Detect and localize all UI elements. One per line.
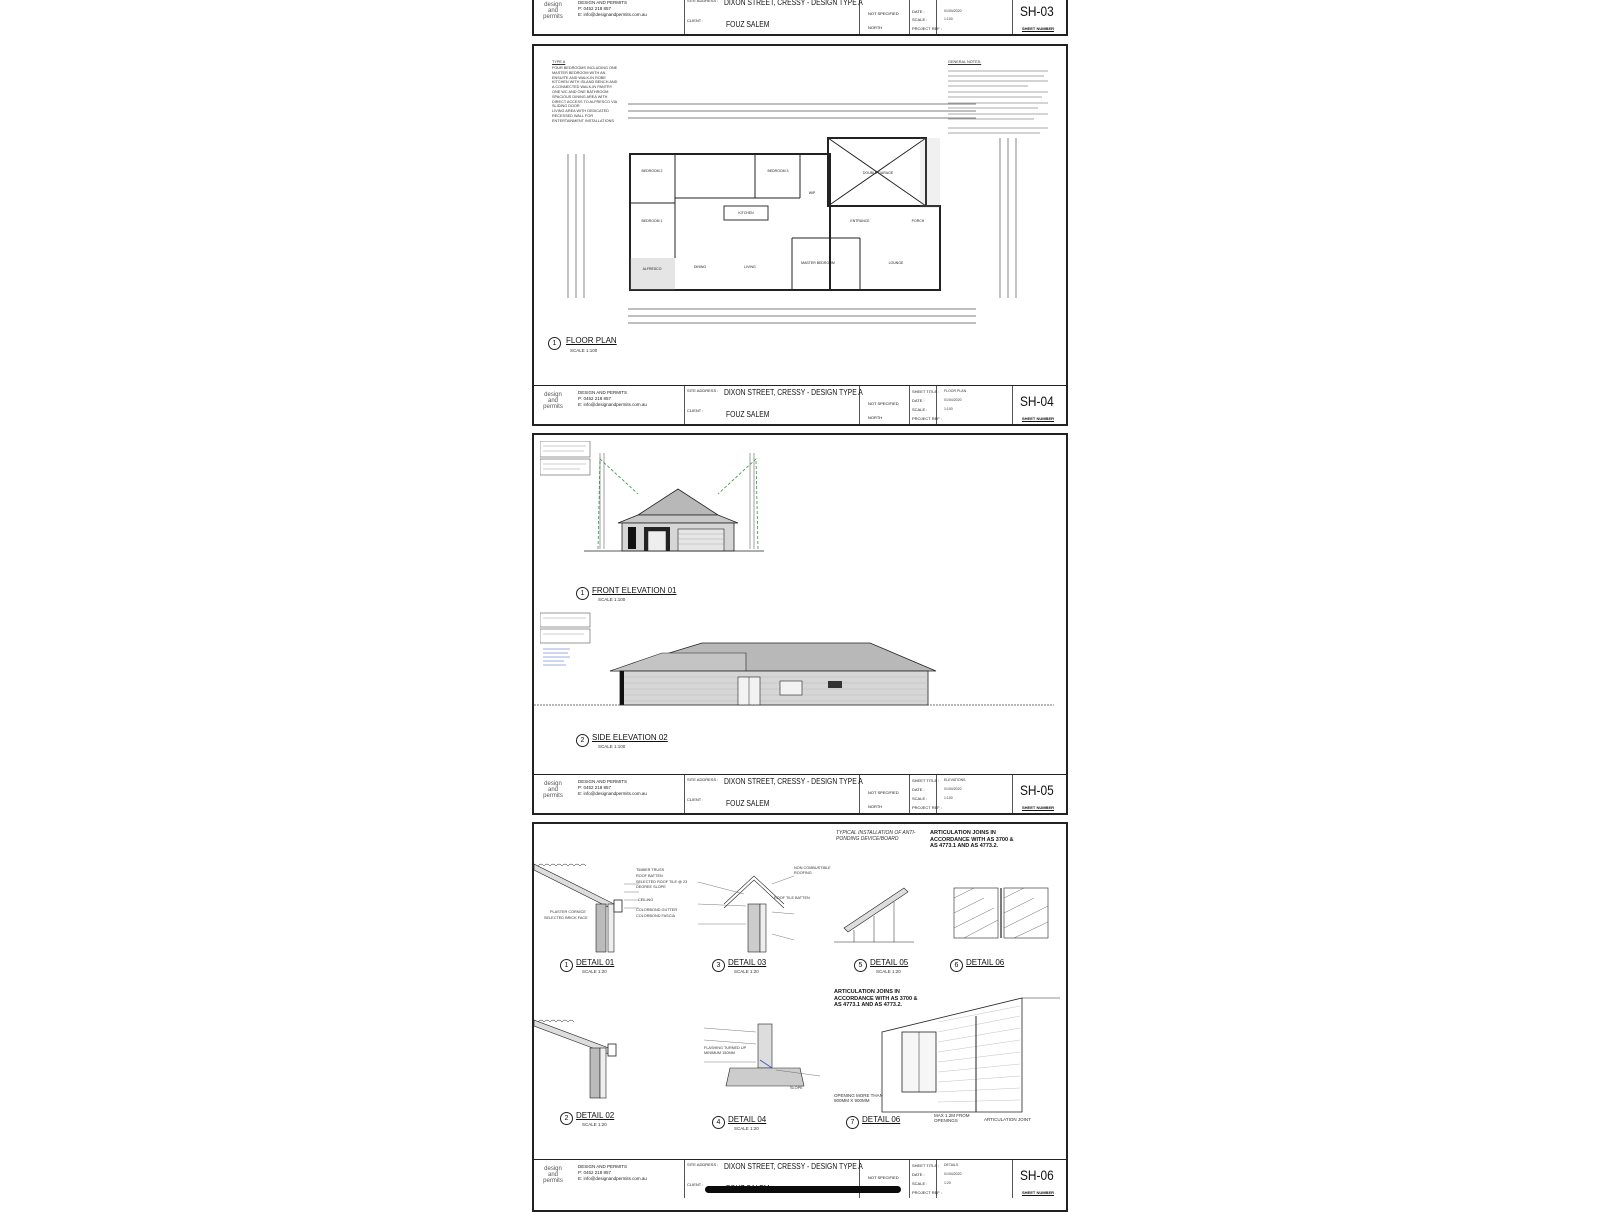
notes-title: TYPE A: [552, 60, 566, 64]
firm-logo: design and permits: [543, 2, 563, 20]
scale-label: SCALE :: [912, 407, 928, 412]
detail-01-scale: SCALE 1:20: [582, 969, 607, 974]
sheet-number: SH-06: [1020, 1167, 1054, 1183]
not-specified: NOT SPECIFIED: [868, 1175, 899, 1180]
firm-contact: DESIGN AND PERMITS P: 0452 218 857 E: info@designandpermits.com.au: [578, 0, 647, 17]
articulation-note-bottom: ARTICULATION JOINS IN ACCORDANCE WITH AS 3700 & AS 4773.1 AND AS 4773.2.: [834, 989, 918, 1008]
design-notes: FOUR BEDROOMS INCLUDING ONE MASTER BEDROOM WITH AN ENSUITE AND WALK-IN ROBE KITCHEN WITH ISLAND BENCH AND A CONNECTED WALK-IN PANTRY ONE WC AND ONE BATHROOM SPACIOUS DINING AREA WITH DIRECT ACCESS TO ALFRESCO VIA SLIDING DOOR LIVING AREA WITH DEDICATED RECESSED WALL FOR ENTERTAINMENT INSTALLATIONS: [552, 66, 618, 123]
sheet-sh03: [532, 0, 1068, 36]
project-ref-label: PROJECT REF :: [912, 416, 942, 421]
sheet-number-label: SHEET NUMBER: [1022, 416, 1055, 421]
room-bedroom-3: BEDROOM 3: [767, 169, 789, 173]
room-entrance: ENTRANCE: [850, 219, 870, 223]
detail-01-drawing: [534, 854, 644, 954]
sheet-number-label: SHEET NUMBER: [1022, 1190, 1055, 1195]
detail-02-drawing: [534, 1010, 644, 1100]
detail-07-number: 7: [846, 1116, 859, 1129]
sheet-number: SH-03: [1020, 3, 1054, 19]
detail-02-scale: SCALE 1:20: [582, 1122, 607, 1127]
sheet-sh05: [532, 433, 1068, 815]
floor-plan-scale: SCALE 1:100: [570, 348, 598, 353]
site-address-label: SITE ADDRESS :: [687, 0, 719, 3]
scale-label: SCALE :: [912, 1181, 928, 1186]
room-living: LIVING: [744, 265, 756, 269]
room-bedroom-1: BEDROOM 1: [641, 219, 663, 223]
title-block: [534, 385, 1066, 424]
articulation-wall-drawing: [872, 992, 1062, 1122]
date-label: DATE :: [912, 398, 925, 403]
sheet-scale: 1:100: [944, 407, 953, 411]
detail-note-fascia: COLORBOND FASCIA: [636, 914, 676, 918]
site-address-label: SITE ADDRESS :: [687, 388, 719, 393]
sheet-number-label: SHEET NUMBER: [1022, 805, 1055, 810]
detail-06-drawing: [944, 858, 1054, 948]
side-elevation-number: 2: [576, 734, 589, 747]
client-name: FOUZ SALEM: [726, 799, 770, 808]
front-elevation-drawing: [578, 449, 768, 569]
sheet-title-label: SHEET TITLE :: [912, 389, 940, 394]
side-elevation-drawing: [534, 631, 1054, 721]
detail-01-caption: DETAIL 01: [576, 958, 615, 967]
site-address: DIXON STREET, CRESSY - DESIGN TYPE A: [724, 777, 863, 786]
sheet-title-label: SHEET TITLE :: [912, 778, 940, 783]
detail-note-slope: SLOPE: [790, 1086, 803, 1090]
sheet-date: 01/04/2020: [944, 398, 962, 402]
side-elevation-scale: SCALE 1:100: [598, 744, 626, 749]
detail-01-number: 1: [560, 959, 573, 972]
detail-03-scale: SCALE 1:20: [734, 969, 759, 974]
detail-04-caption: DETAIL 04: [728, 1115, 767, 1124]
site-address: DIXON STREET, CRESSY - DESIGN TYPE A: [724, 388, 863, 397]
sheet-sh04: [532, 44, 1068, 426]
detail-note-roof-batten: ROOF BATTEN: [636, 874, 663, 878]
max-distance-note: MAX 1.2M FROM OPENINGS: [934, 1113, 970, 1123]
detail-06-caption: DETAIL 06: [966, 958, 1005, 967]
floor-plan-number: 1: [548, 337, 561, 350]
detail-04-scale: SCALE 1:20: [734, 1126, 759, 1131]
room-master-bedroom: MASTER BEDROOM: [801, 261, 835, 265]
detail-02-caption: DETAIL 02: [576, 1111, 615, 1120]
sheet-title: DETAILS: [944, 1163, 959, 1167]
site-address-label: SITE ADDRESS :: [687, 777, 719, 782]
side-elevation-caption: SIDE ELEVATION 02: [592, 733, 668, 742]
sheet-number: SH-04: [1020, 393, 1054, 409]
floor-plan-drawing: [560, 98, 1040, 328]
sheet-date: 01/04/2020: [944, 9, 962, 13]
detail-note-tile-batten: ROOF TILE BATTEN: [774, 896, 810, 900]
firm-logo: design and permits: [543, 781, 563, 799]
detail-03-number: 3: [712, 959, 725, 972]
not-specified: NOT SPECIFIED: [868, 11, 899, 16]
firm-logo: design and permits: [543, 1166, 563, 1184]
site-address-label: SITE ADDRESS :: [687, 1162, 719, 1167]
site-address: DIXON STREET, CRESSY - DESIGN TYPE A: [724, 1162, 863, 1171]
sheet-title-label: SHEET TITLE :: [912, 1163, 940, 1168]
north-label: NORTH: [868, 415, 883, 420]
date-label: DATE :: [912, 787, 925, 792]
date-label: DATE :: [912, 9, 925, 14]
project-ref-label: PROJECT REF :: [912, 805, 942, 810]
room-alfresco: ALFRESCO: [642, 267, 662, 271]
scale-label: SCALE :: [912, 796, 928, 801]
client-label: CLIENT :: [687, 408, 704, 413]
detail-note-brick: SELECTED BRICK FACE: [544, 916, 588, 920]
detail-note-gutter: COLORBOND GUTTER: [636, 908, 678, 912]
detail-note-non-combustible: NON COMBUSTIBLE ROOFING: [794, 866, 831, 875]
site-address: DIXON STREET, CRESSY - DESIGN TYPE A: [724, 0, 863, 7]
room-dining: DINING: [693, 265, 707, 269]
detail-05-number: 5: [854, 959, 867, 972]
room-kitchen: KITCHEN: [738, 211, 754, 215]
general-notes-title: GENERAL NOTES:: [948, 60, 982, 64]
title-block: [534, 774, 1066, 813]
detail-05-scale: SCALE 1:20: [876, 969, 901, 974]
articulation-note-top: ARTICULATION JOINS IN ACCORDANCE WITH AS 3700 & AS 4773.1 AND AS 4773.2.: [930, 830, 1014, 849]
room-garage: DOUBLE GARAGE: [862, 171, 894, 175]
sheet-date: 01/04/2020: [944, 787, 962, 791]
room-porch: PORCH: [911, 219, 925, 223]
room-lounge: LOUNGE: [888, 261, 904, 265]
client-label: CLIENT :: [687, 1182, 704, 1187]
north-label: NORTH: [868, 25, 883, 30]
detail-note-flashing: FLASHING TURNED UP MINIMUM 150MM: [704, 1046, 747, 1055]
sheet-scale: 1:100: [944, 796, 953, 800]
north-label: NORTH: [868, 804, 883, 809]
scale-label: SCALE :: [912, 17, 928, 22]
front-elevation-number: 1: [576, 587, 589, 600]
sheet-date: 01/04/2020: [944, 1172, 962, 1176]
front-elevation-scale: SCALE 1:100: [598, 597, 626, 602]
detail-05-drawing: [834, 858, 914, 948]
not-specified: NOT SPECIFIED: [868, 790, 899, 795]
detail-note-cornice: PLASTER CORNICE: [550, 910, 586, 914]
client-name: FOUZ SALEM: [726, 20, 770, 29]
detail-05-caption: DETAIL 05: [870, 958, 909, 967]
client-label: CLIENT :: [687, 18, 704, 23]
sheet-sh06: [532, 822, 1068, 1212]
detail-note-timber-truss: TIMBER TRUSS: [636, 868, 665, 872]
detail-07-caption: DETAIL 06: [862, 1115, 901, 1124]
detail-03-caption: DETAIL 03: [728, 958, 767, 967]
detail-02-number: 2: [560, 1112, 573, 1125]
sheet-scale: 1:100: [944, 17, 953, 21]
room-bedroom-2: BEDROOM 2: [641, 169, 663, 173]
detail-note-ceiling: CEILING: [638, 898, 654, 902]
horizontal-scrollbar[interactable]: [705, 1186, 901, 1193]
project-ref-label: PROJECT REF :: [912, 1190, 942, 1195]
sheet-title: FLOOR PLAN: [944, 389, 967, 393]
typical-installation-title: TYPICAL INSTALLATION OF ANTI-PONDING DEVICE/BOARD: [836, 830, 916, 842]
articulation-joint-note: ARTICULATION JOINT: [984, 1117, 1031, 1122]
sheet-title: ELEVATIONS: [944, 778, 966, 782]
room-wip: WIP: [808, 191, 816, 195]
client-name: FOUZ SALEM: [726, 410, 770, 419]
client-label: CLIENT :: [687, 797, 704, 802]
floor-plan-caption: FLOOR PLAN: [566, 336, 617, 345]
firm-contact: DESIGN AND PERMITS P: 0452 218 857 E: info@designandpermits.com.au: [578, 1164, 647, 1181]
opening-note: OPENING MORE THAN 900MM X 900MM: [834, 1093, 883, 1103]
project-ref-label: PROJECT REF :: [912, 26, 942, 31]
title-block: [534, 0, 1066, 34]
not-specified: NOT SPECIFIED: [868, 401, 899, 406]
firm-contact: DESIGN AND PERMITS P: 0452 218 857 E: info@designandpermits.com.au: [578, 390, 647, 407]
detail-04-number: 4: [712, 1116, 725, 1129]
sheet-number: SH-05: [1020, 782, 1054, 798]
sheet-scale: 1:20: [944, 1181, 951, 1185]
front-elevation-caption: FRONT ELEVATION 01: [592, 586, 677, 595]
date-label: DATE :: [912, 1172, 925, 1177]
detail-note-roof-tile: SELECTED ROOF TILE @ 23 DEGREE SLOPE: [636, 880, 688, 889]
firm-contact: DESIGN AND PERMITS P: 0452 218 857 E: info@designandpermits.com.au: [578, 779, 647, 796]
firm-logo: design and permits: [543, 392, 563, 410]
sheet-number-label: SHEET NUMBER: [1022, 26, 1055, 31]
detail-06-number: 6: [950, 959, 963, 972]
